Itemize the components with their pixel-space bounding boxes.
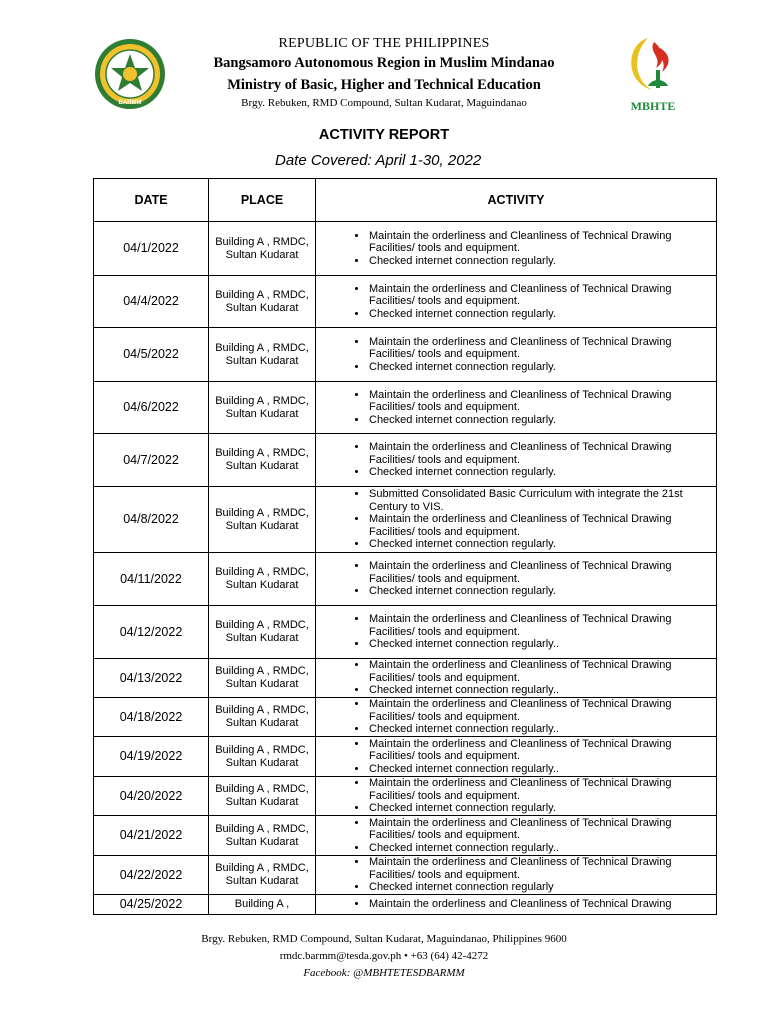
activity-list xyxy=(316,230,716,268)
activity-item: • Checked internet connection regularly. xyxy=(368,361,716,374)
row-activity xyxy=(316,895,717,915)
row-activity xyxy=(316,382,717,434)
table-row xyxy=(94,698,717,737)
header-place: PLACE xyxy=(209,179,316,222)
activity-item: • Checked internet connection regularly.. xyxy=(368,842,716,855)
activity-item: • Maintain the orderliness and Cleanliness of Technical Drawing Facilities/ tools and equipment. xyxy=(368,283,716,308)
row-activity xyxy=(316,856,717,895)
row-date: 04/25/2022 xyxy=(94,895,209,915)
activity-item: • Checked internet connection regularly xyxy=(368,881,716,894)
table-row xyxy=(94,737,717,777)
activity-item: • Maintain the orderliness and Cleanliness of Technical Drawing Facilities/ tools and equipment. xyxy=(368,560,716,585)
table-row xyxy=(94,816,717,856)
activity-list xyxy=(316,389,716,427)
activity-table xyxy=(93,178,717,915)
row-activity xyxy=(316,777,717,816)
row-date: 04/4/2022 xyxy=(94,276,209,328)
activity-item: • Maintain the orderliness and Cleanliness of Technical Drawing Facilities/ tools and equipment. xyxy=(368,230,716,255)
activity-item: • Checked internet connection regularly. xyxy=(368,466,716,479)
row-activity xyxy=(316,434,717,487)
row-place: Building A , RMDC, Sultan Kudarat xyxy=(209,606,316,659)
seal-text: BARMM xyxy=(118,100,142,106)
activity-list xyxy=(316,698,716,736)
region-line: Bangsamoro Autonomous Region in Muslim Mindanao xyxy=(213,55,555,71)
activity-item: • Checked internet connection regularly. xyxy=(368,308,716,321)
footer-contact: rmdc.barmm@tesda.gov.ph • +63 (64) 42-4272 xyxy=(279,950,489,962)
activity-list xyxy=(316,441,716,479)
activity-list xyxy=(316,283,716,321)
letterhead xyxy=(0,0,768,120)
activity-item: • Maintain the orderliness and Cleanliness of Technical Drawing Facilities/ tools and equipment. xyxy=(368,777,716,802)
activity-list xyxy=(316,738,716,776)
footer-facebook: Facebook: @MBHTETESDBARMM xyxy=(303,967,465,979)
row-activity xyxy=(316,816,717,856)
row-date: 04/22/2022 xyxy=(94,856,209,895)
activity-list xyxy=(316,856,716,894)
row-place: Building A , RMDC, Sultan Kudarat xyxy=(209,487,316,553)
row-place: Building A , RMDC, Sultan Kudarat xyxy=(209,698,316,737)
row-place: Building A , RMDC, Sultan Kudarat xyxy=(209,737,316,777)
address-line: Brgy. Rebuken, RMD Compound, Sultan Kudarat, Maguindanao xyxy=(241,97,527,109)
row-place: Building A , RMDC, Sultan Kudarat xyxy=(209,382,316,434)
row-date: 04/1/2022 xyxy=(94,222,209,276)
row-date: 04/11/2022 xyxy=(94,553,209,606)
row-date: 04/18/2022 xyxy=(94,698,209,737)
activity-item: • Checked internet connection regularly.. xyxy=(368,723,716,736)
table-row xyxy=(94,328,717,382)
activity-list xyxy=(316,817,716,855)
row-date: 04/6/2022 xyxy=(94,382,209,434)
row-place: Building A , RMDC, Sultan Kudarat xyxy=(209,222,316,276)
table-row xyxy=(94,659,717,698)
row-place: Building A , RMDC, Sultan Kudarat xyxy=(209,553,316,606)
activity-list xyxy=(316,659,716,697)
row-activity xyxy=(316,222,717,276)
row-place: Building A , RMDC, Sultan Kudarat xyxy=(209,328,316,382)
table-row xyxy=(94,777,717,816)
header-date: DATE xyxy=(94,179,209,222)
row-date: 04/8/2022 xyxy=(94,487,209,553)
activity-item: • Checked internet connection regularly. xyxy=(368,585,716,598)
activity-item: • Maintain the orderliness and Cleanliness of Technical Drawing Facilities/ tools and equipment. xyxy=(368,738,716,763)
row-activity xyxy=(316,606,717,659)
activity-item: • Maintain the orderliness and Cleanliness of Technical Drawing Facilities/ tools and equipment. xyxy=(368,659,716,684)
table-row xyxy=(94,222,717,276)
table-header-row xyxy=(94,179,717,222)
table-row xyxy=(94,276,717,328)
table-row xyxy=(94,434,717,487)
ministry-line: Ministry of Basic, Higher and Technical Education xyxy=(227,77,541,93)
activity-list xyxy=(316,488,716,551)
activity-item: • Checked internet connection regularly.. xyxy=(368,684,716,697)
row-activity xyxy=(316,698,717,737)
table-body xyxy=(94,222,717,915)
mbhte-logo-icon xyxy=(618,34,688,118)
row-activity xyxy=(316,553,717,606)
table-row xyxy=(94,895,717,915)
activity-list xyxy=(316,777,716,815)
row-activity xyxy=(316,659,717,698)
row-place: Building A , RMDC, Sultan Kudarat xyxy=(209,659,316,698)
row-date: 04/19/2022 xyxy=(94,737,209,777)
row-place: Building A , xyxy=(209,895,316,915)
row-place: Building A , RMDC, Sultan Kudarat xyxy=(209,777,316,816)
activity-list xyxy=(316,613,716,651)
header-activity: ACTIVITY xyxy=(316,179,717,222)
row-date: 04/20/2022 xyxy=(94,777,209,816)
activity-item: • Checked internet connection regularly.. xyxy=(368,763,716,776)
row-date: 04/13/2022 xyxy=(94,659,209,698)
row-date: 04/7/2022 xyxy=(94,434,209,487)
table-row xyxy=(94,487,717,553)
table-row xyxy=(94,382,717,434)
date-covered: Date Covered: April 1-30, 2022 xyxy=(275,152,482,169)
activity-item: • Checked internet connection regularly. xyxy=(368,538,716,551)
activity-item: • Maintain the orderliness and Cleanliness of Technical Drawing Facilities/ tools and equipment. xyxy=(368,698,716,723)
footer-address: Brgy. Rebuken, RMD Compound, Sultan Kudarat, Maguindanao, Philippines 9600 xyxy=(201,933,567,945)
row-place: Building A , RMDC, Sultan Kudarat xyxy=(209,816,316,856)
activity-list xyxy=(316,898,716,911)
row-date: 04/5/2022 xyxy=(94,328,209,382)
activity-item: • Maintain the orderliness and Cleanliness of Technical Drawing Facilities/ tools and equipment. xyxy=(368,441,716,466)
table-row xyxy=(94,856,717,895)
row-date: 04/21/2022 xyxy=(94,816,209,856)
activity-item: • Maintain the orderliness and Cleanliness of Technical Drawing Facilities/ tools and equipment. xyxy=(368,856,716,881)
row-activity xyxy=(316,737,717,777)
activity-item: • Checked internet connection regularly. xyxy=(368,255,716,268)
activity-item: • Checked internet connection regularly. xyxy=(368,802,716,815)
row-activity xyxy=(316,276,717,328)
activity-item: • Checked internet connection regularly.. xyxy=(368,638,716,651)
activity-item: • Maintain the orderliness and Cleanliness of Technical Drawing Facilities/ tools and equipment. xyxy=(368,336,716,361)
table-row xyxy=(94,606,717,659)
activity-item: • Maintain the orderliness and Cleanliness of Technical Drawing Facilities/ tools and equipment. xyxy=(368,389,716,414)
row-place: Building A , RMDC, Sultan Kudarat xyxy=(209,434,316,487)
activity-list xyxy=(316,560,716,598)
activity-item: • Maintain the orderliness and Cleanliness of Technical Drawing Facilities/ tools and equipment. xyxy=(368,613,716,638)
table-row xyxy=(94,553,717,606)
report-title: ACTIVITY REPORT xyxy=(318,127,450,143)
activity-item: • Maintain the orderliness and Cleanliness of Technical Drawing Facilities/ tools and equipment. xyxy=(368,513,716,538)
row-activity xyxy=(316,487,717,553)
logo-text: MBHTE xyxy=(630,99,676,113)
activity-item: • Submitted Consolidated Basic Curriculum with integrate the 21st Century to VIS. xyxy=(368,488,716,513)
activity-item: • Maintain the orderliness and Cleanliness of Technical Drawing xyxy=(368,898,716,911)
activity-list xyxy=(316,336,716,374)
republic-line: REPUBLIC OF THE PHILIPPINES xyxy=(278,36,490,51)
activity-item: • Checked internet connection regularly. xyxy=(368,414,716,427)
row-activity xyxy=(316,328,717,382)
row-place: Building A , RMDC, Sultan Kudarat xyxy=(209,856,316,895)
row-date: 04/12/2022 xyxy=(94,606,209,659)
activity-item: • Maintain the orderliness and Cleanliness of Technical Drawing Facilities/ tools and equipment. xyxy=(368,817,716,842)
row-place: Building A , RMDC, Sultan Kudarat xyxy=(209,276,316,328)
